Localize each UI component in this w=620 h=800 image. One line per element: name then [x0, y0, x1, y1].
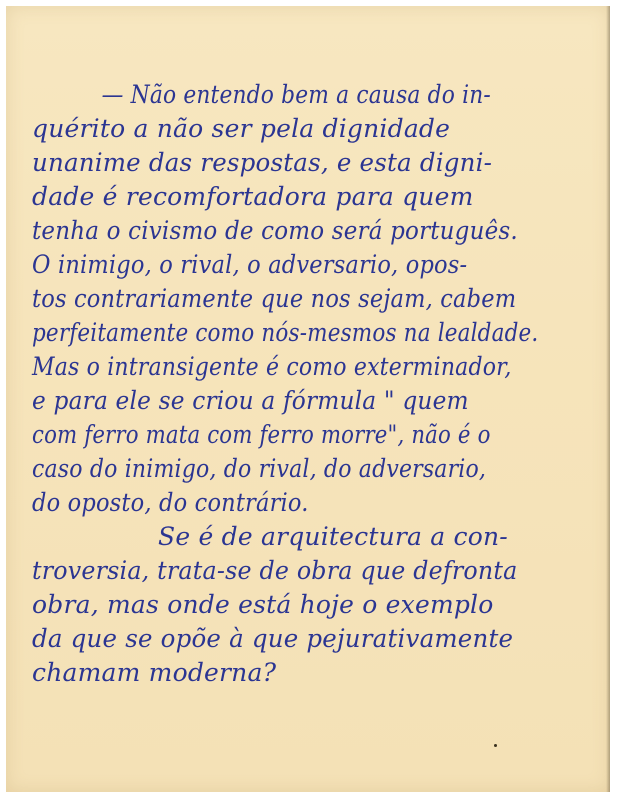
text-line: Se é de arquitectura a con-: [158, 522, 508, 551]
text-line: O inimigo, o rival, o adversario, opos-: [32, 250, 468, 279]
text-line: dade é recomfortadora para quem: [32, 182, 474, 211]
text-line: do oposto, do contrário.: [32, 488, 309, 517]
text-line: com ferro mata com ferro morre", não é o: [32, 420, 491, 449]
text-line: perfeitamente como nós-mesmos na lealdade.: [32, 318, 539, 347]
text-line: e para ele se criou a fórmula " quem: [32, 386, 469, 415]
text-line: chamam moderna?: [32, 658, 277, 687]
text-line: tenha o civismo de como será português.: [32, 216, 518, 245]
text-line: quérito a não ser pela dignidade: [32, 114, 451, 143]
text-line: — Não entendo bem a causa do in-: [101, 80, 491, 109]
text-line: unanime das respostas, e esta digni-: [32, 148, 493, 177]
text-line: tos contrariamente que nos sejam, cabem: [32, 284, 517, 313]
text-line: caso do inimigo, do rival, do adversario,: [32, 454, 487, 483]
text-line: da que se opõe à que pejurativamente: [32, 624, 514, 653]
text-line: Mas o intransigente é como exterminador,: [32, 352, 512, 381]
handwritten-text: [32, 78, 604, 690]
text-line: obra, mas onde está hoje o exemplo: [32, 590, 494, 619]
ink-dot: [494, 744, 497, 747]
text-line: troversia, trata-se de obra que defronta: [32, 556, 518, 585]
